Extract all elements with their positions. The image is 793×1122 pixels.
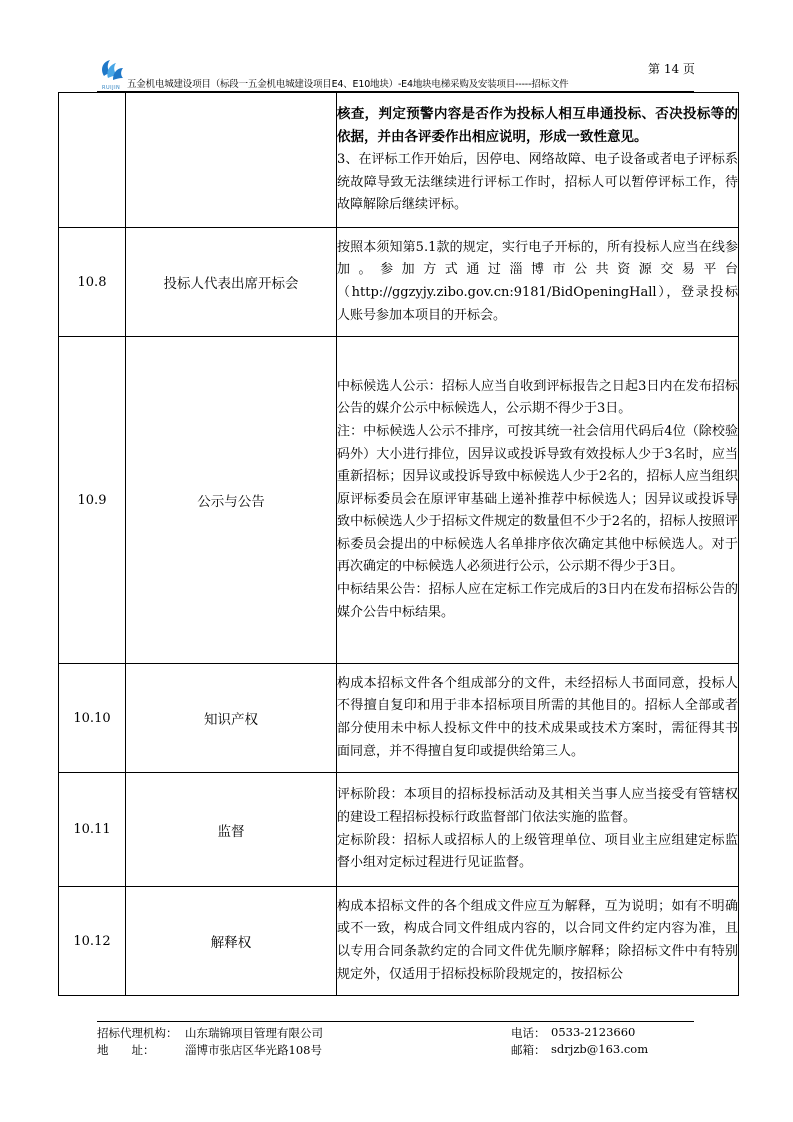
page-number: 第 14 页 <box>648 62 695 76</box>
footer-phone-label: 电话： <box>511 1026 546 1040</box>
table-row <box>59 228 739 337</box>
footer-agency: 山东瑞锦项目管理有限公司 <box>185 1026 323 1040</box>
row-item: 知识产权 <box>126 664 337 773</box>
content-paragraph: 构成本招标文件各个组成部分的文件，未经招标人书面同意，投标人不得擅自复印和用于非本招标项目所需的其他目的。招标人全部或者部分使用未中标人投标文件中的技术成果或技术方案时，需征得其书面同意，并不得擅自复印或提供给第三人。 <box>337 675 738 759</box>
content-paragraph: 定标阶段：招标人或招标人的上级管理单位、项目业主应组建定标监督小组对定标过程进行见证监督。 <box>337 832 738 871</box>
footer-email: sdrjzb@163.com <box>551 1042 649 1056</box>
footer-address-label: 地 址： <box>97 1043 155 1057</box>
table-row <box>59 664 739 773</box>
footer-agency-label: 招标代理机构： <box>97 1026 178 1040</box>
table-row <box>59 337 739 664</box>
content-paragraph: 核查，判定预警内容是否作为投标人相互串通投标、否决投标等的依据，并由各评委作出相应说明，形成一致性意见。 <box>337 106 738 146</box>
row-item: 解释权 <box>126 887 337 996</box>
footer-email-label: 邮箱： <box>511 1043 546 1057</box>
content-paragraph: 按照本须知第5.1款的规定，实行电子开标的，所有投标人应当在线参加。参加方式通过淄博市公共资源交易平台（http://ggzyjy.zibo.gov.cn:9181/BidOpeningHall），登录投标人账号参加本项目的开标会。 <box>337 239 738 323</box>
row-content <box>337 337 739 664</box>
footer-address: 淄博市张店区华光路108号 <box>185 1043 322 1057</box>
content-paragraph: 构成本招标文件的各个组成文件应互为解释，互为说明；如有不明确或不一致，构成合同文件组成内容的，以合同文件约定内容为准，且以专用合同条款约定的合同文件优先顺序解释；除招标文件中有特别规定外，仅适用于招标投标阶段规定的，按招标公 <box>337 898 738 982</box>
table-row <box>59 93 739 228</box>
row-item: 公示与公告 <box>126 337 337 664</box>
table-row <box>59 773 739 887</box>
row-content <box>337 664 739 773</box>
row-number: 10.12 <box>59 887 126 996</box>
row-content <box>337 228 739 337</box>
content-paragraph: 评标阶段：本项目的招标投标活动及其相关当事人应当接受有管辖权的建设工程招标投标行政监督部门依法实施的监督。 <box>337 787 738 825</box>
row-number: 10.11 <box>59 773 126 887</box>
content-paragraph: 中标候选人公示：招标人应当自收到评标报告之日起3日内在发布招标公告的媒介公示中标候选人，公示期不得少于3日。 <box>337 378 738 417</box>
company-logo-icon <box>98 56 126 84</box>
header-title: 五金机电城建设项目（标段一五金机电城建设项目E4、E10地块）-E4地块电梯采购及安装项目-----招标文件 <box>127 79 569 90</box>
row-content <box>337 887 739 996</box>
row-item <box>126 93 337 228</box>
content-paragraph: 中标结果公告：招标人应在定标工作完成后的3日内在发布招标公告的媒介公告中标结果。 <box>337 582 738 620</box>
row-item: 监督 <box>126 773 337 887</box>
row-content <box>337 773 739 887</box>
row-number <box>59 93 126 228</box>
row-number: 10.10 <box>59 664 126 773</box>
footer-divider <box>97 1021 694 1022</box>
logo-text: RUIJIN <box>102 85 121 91</box>
row-content <box>337 93 739 228</box>
footer-phone: 0533-2123660 <box>551 1025 636 1039</box>
row-item: 投标人代表出席开标会 <box>126 228 337 337</box>
content-paragraph: 注：中标候选人公示不排序，可按其统一社会信用代码后4位（除校验码外）大小进行排位，因异议或投诉导致有效投标人少于3名时，应当重新招标；因异议或投诉导致中标候选人少于2名的，招标人应当组织原评标委员会在原评审基础上递补推荐中标候选人；因异议或投诉导致中标候选人少于招标文件规定的数量但不少于2名的，招标人按照评标委员会提出的中标候选人名单排序依次确定其他中标候选人。对于再次确定的中标候选人必须进行公示，公示期不得少于3日。 <box>337 423 738 575</box>
content-paragraph: 3、在评标工作开始后，因停电、网络故障、电子设备或者电子评标系统故障导致无法继续进行评标工作时，招标人可以暂停评标工作，待故障解除后继续评标。 <box>337 152 738 213</box>
row-number: 10.9 <box>59 337 126 664</box>
table-row <box>59 887 739 996</box>
row-number: 10.8 <box>59 228 126 337</box>
bidding-rules-table <box>58 92 739 996</box>
